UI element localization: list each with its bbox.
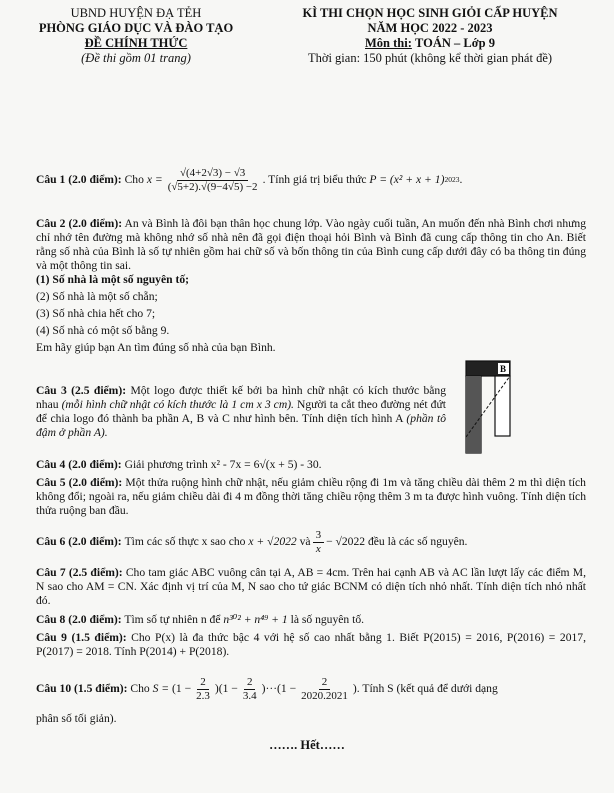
question-2 bbox=[36, 217, 586, 355]
question-1-exponent: 2023 bbox=[444, 175, 460, 184]
question-10-f2-den: 3.4 bbox=[242, 689, 257, 702]
question-4-text: Giải phương trình x² - 7x = 6√(x + 5) - 30. bbox=[124, 458, 322, 471]
question-10-f1-den: 2.3 bbox=[196, 689, 210, 702]
question-2-text: An và Bình là đôi bạn thân học chung lớp. Vào ngày cuối tuần, An muốn đến nhà Bình chơi nhưng chỉ nhớ tên đường mà không nhớ số nhà nên đã gọi điện thoại hỏi Bình và Bình đã cung cấp thông tin cho An. Biết rằng số nhà của Bình là số tự nhiên gồm hai chữ số và bốn thông tin của Bình cung cấp dưới đây có ba thông tin đúng và một thông tin sai. bbox=[36, 217, 586, 272]
question-5-body bbox=[36, 476, 586, 518]
school-year: NĂM HỌC 2022 - 2023 bbox=[367, 21, 493, 35]
question-5-label: Câu 5 (2.0 điểm): bbox=[36, 476, 123, 489]
logo-label-b: B bbox=[500, 364, 507, 374]
question-1-end: . bbox=[459, 173, 463, 186]
question-2-item-2: (2) Số nhà là một số chẵn; bbox=[36, 290, 158, 303]
question-3-label: Câu 3 (2.5 điểm): bbox=[36, 384, 127, 397]
question-8-label: Câu 8 (2.0 điểm): bbox=[36, 613, 122, 626]
question-6-label: Câu 6 (2.0 điểm): bbox=[36, 535, 122, 548]
question-10-f2-num: 2 bbox=[244, 676, 256, 690]
end-marker: ……. Hết…… bbox=[269, 738, 345, 752]
question-6-expr-2: − √2022 bbox=[326, 535, 366, 548]
question-9-body bbox=[36, 631, 586, 659]
subject-line bbox=[256, 36, 604, 51]
time-limit: Thời gian: 150 phút (không kể thời gian phát đề) bbox=[307, 51, 553, 65]
question-6-fraction-num: 3 bbox=[313, 529, 325, 543]
question-2-ending: Em hãy giúp bạn An tìm đúng số nhà của bạn Bình. bbox=[36, 341, 276, 354]
question-8-pre: Tìm số tự nhiên n để bbox=[124, 613, 221, 626]
question-3-italic-1: (mỗi hình chữ nhật có kích thước là 1 cm x 3 cm). bbox=[61, 398, 294, 411]
question-6-post: đều là các số nguyên. bbox=[367, 535, 468, 548]
subject-label: Môn thi: bbox=[365, 36, 412, 50]
question-5-text: Một thửa ruộng hình chữ nhật, nếu giảm chiều rộng đi 1m và tăng chiều dài thêm 2 m thì diện tích không đổi; ngoài ra, nếu giảm chiều dài đi 4 m đồng thời tăng chiều rộng thêm 3 m ta được hình vuông. Tính diện tích thửa ruộng ban đầu. bbox=[36, 476, 586, 517]
question-5 bbox=[36, 476, 586, 518]
question-10-paren-2: )(1 − bbox=[214, 682, 238, 695]
question-8-post: là số nguyên tố. bbox=[290, 613, 365, 626]
logo-shaded-part-a bbox=[466, 376, 481, 453]
question-10-ellipsis: )···(1 − bbox=[261, 682, 297, 695]
question-4 bbox=[36, 458, 586, 472]
question-10-label: Câu 10 (1.5 điểm): bbox=[36, 682, 128, 695]
question-6-mid: và bbox=[299, 535, 311, 548]
question-3 bbox=[36, 384, 446, 440]
question-10-pre: Cho bbox=[130, 682, 150, 695]
question-7 bbox=[36, 566, 586, 608]
logo-right-rect bbox=[495, 376, 510, 436]
question-2-label: Câu 2 (2.0 điểm): bbox=[36, 217, 123, 230]
question-8 bbox=[36, 613, 586, 627]
question-1-pre: Cho bbox=[124, 173, 144, 186]
question-10-f3-den: 2020.2021 bbox=[301, 689, 348, 702]
question-10-fraction-2 bbox=[240, 676, 260, 703]
question-10-paren-close: ) bbox=[352, 682, 357, 695]
question-10-f1-num: 2 bbox=[197, 676, 209, 690]
question-2-item-4: (4) Số nhà có một số bằng 9. bbox=[36, 324, 170, 337]
question-9-label: Câu 9 (1.5 điểm): bbox=[36, 631, 127, 644]
question-10-post: . Tính S (kết quả để dưới dạng bbox=[356, 682, 498, 695]
question-3-text-1: Một logo được thiết kế bởi ba hình chữ nhật có kích thước bằng nhau bbox=[36, 384, 446, 411]
question-1-post: . Tính giá trị biểu thức bbox=[262, 173, 367, 186]
question-7-text: Cho tam giác ABC vuông cân tại A, AB = 4cm. Trên hai cạnh AB và AC lần lượt lấy các điểm M, N sao cho AM = CN. Xác định vị trí của M, N sao cho tứ giác BCNM có diện tích nhỏ nhất. Tính diện tích nhỏ nhất đó. bbox=[36, 566, 586, 607]
question-6-pre: Tìm các số thực x sao cho bbox=[124, 535, 246, 548]
question-10-f3-num: 2 bbox=[319, 676, 331, 690]
question-3-body bbox=[36, 384, 446, 440]
question-9 bbox=[36, 631, 586, 659]
page-count-note: (Đề thi gồm 01 trang) bbox=[81, 51, 191, 65]
official-exam-label: ĐỀ CHÍNH THỨC bbox=[84, 36, 188, 50]
education-office: PHÒNG GIÁO DỤC VÀ ĐÀO TẠO bbox=[38, 21, 234, 35]
question-6-expr-1: x + √2022 bbox=[248, 535, 297, 548]
question-2-item-1: (1) Số nhà là một số nguyên tố; bbox=[36, 273, 189, 286]
question-1 bbox=[36, 160, 586, 200]
question-10-paren-open-1: (1 − bbox=[169, 682, 192, 695]
logo-figure bbox=[458, 357, 518, 457]
question-1-fraction bbox=[165, 167, 261, 194]
question-2-body bbox=[36, 217, 586, 273]
question-1-numerator: √(4+2√3) − √3 bbox=[177, 167, 248, 181]
question-2-item-3: (3) Số nhà chia hết cho 7; bbox=[36, 307, 156, 320]
question-10-fraction-1 bbox=[193, 676, 213, 703]
question-1-expr: P = (x² + x + 1) bbox=[369, 173, 445, 186]
question-6-fraction bbox=[313, 529, 325, 556]
question-1-denominator: (√5+2).√(9−4√5) −2 bbox=[167, 180, 258, 193]
header-right bbox=[256, 6, 604, 66]
question-6-fraction-den: x bbox=[315, 542, 321, 555]
question-6 bbox=[36, 527, 586, 557]
question-8-expr: n³⁰² + n⁴⁹ + 1 bbox=[223, 613, 288, 626]
district-committee: UBND HUYỆN ĐẠ TẺH bbox=[70, 6, 202, 20]
question-3-italic-2: (phần tô đậm ở phần A). bbox=[36, 412, 446, 439]
question-7-label: Câu 7 (2.5 điểm): bbox=[36, 566, 123, 579]
question-10-continuation: phân số tối giản). bbox=[36, 712, 117, 725]
question-4-label: Câu 4 (2.0 điểm): bbox=[36, 458, 122, 471]
question-10-s: S = bbox=[152, 682, 170, 695]
header-left bbox=[18, 6, 254, 66]
question-1-label: Câu 1 (2.0 điểm): bbox=[36, 173, 122, 186]
question-10-fraction-3 bbox=[298, 676, 351, 703]
subject-value: TOÁN – Lớp 9 bbox=[415, 36, 495, 50]
question-1-x: x = bbox=[146, 173, 163, 186]
question-3-text-2: Người ta cắt theo đường nét đứt để chia logo đó thành ba phần A, B và C như hình bên. Tính diện tích hình A bbox=[36, 398, 446, 425]
question-10 bbox=[36, 672, 586, 706]
question-9-text: Cho P(x) là đa thức bậc 4 với hệ số cao nhất bằng 1. Biết P(2015) = 2016, P(2016) = 2017, P(2017) = 2018. Tính P(2014) + P(2018). bbox=[36, 631, 586, 658]
question-7-body bbox=[36, 566, 586, 608]
exam-title: KÌ THI CHỌN HỌC SINH GIỎI CẤP HUYỆN bbox=[302, 6, 558, 20]
